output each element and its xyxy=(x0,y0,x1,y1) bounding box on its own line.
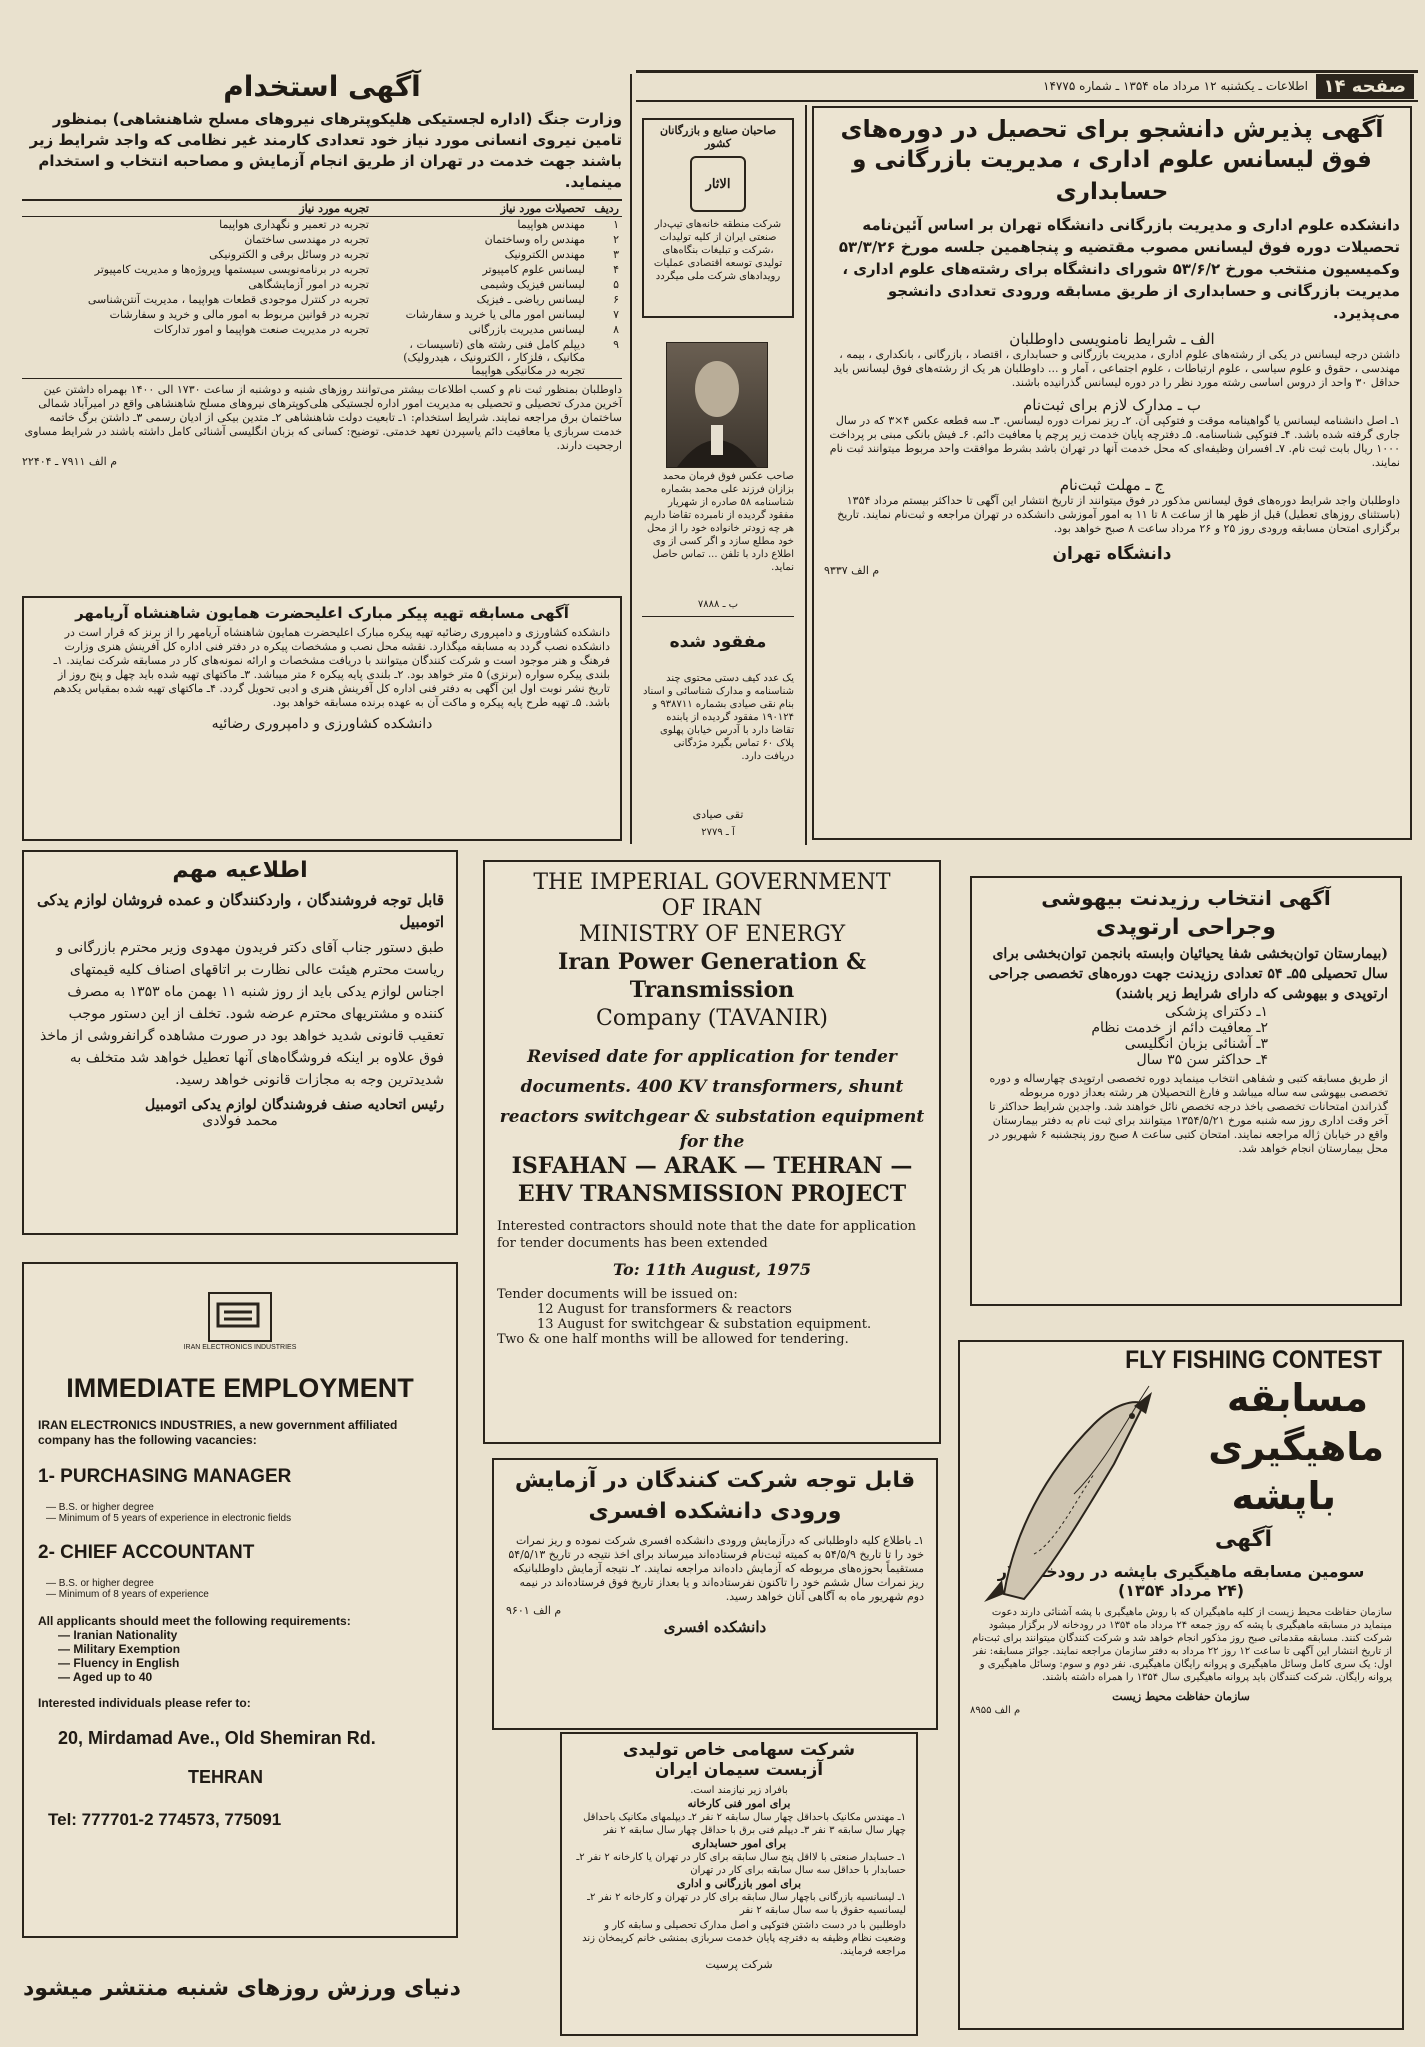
tavanir-project2: EHV TRANSMISSION PROJECT xyxy=(517,1181,907,1207)
tavanir-line5: Transmission xyxy=(629,977,795,1003)
page-number: صفحه ۱۴ xyxy=(1316,74,1415,99)
table-row: ۴ لیسانس علوم کامپیوتر تجربه در برنامه‌نویسی سیستمها وپروژه‌ها و مدیریت کامپیوتر xyxy=(94,263,619,276)
missing-person-ref: ب ـ ۷۸۸۸ xyxy=(697,599,739,610)
telephone-line: Tel: 777701-2 774573, 775091 xyxy=(48,1810,282,1829)
asbestos-signature: شرکت پرسیت xyxy=(705,1958,773,1971)
stamp-logo: الاثار xyxy=(690,156,746,212)
tavanir-issue2: 13 August for switchgear & substation equipment. xyxy=(537,1317,872,1332)
anesthesia-title2: وجراحی ارتوپدی xyxy=(1096,915,1276,940)
table-row: ۶ لیسانس ریاضی ـ فیزیک تجربه در کنترل موجودی قطعات هواپیما ، مدیریت آنتن‌شناسی xyxy=(87,293,619,306)
fishing-illustration xyxy=(974,1384,1154,1604)
officer-exam-signature: دانشکده افسری xyxy=(663,1618,767,1636)
notice-body: طبق دستور جناب آقای دکتر فریدون مهدوی وزیر محترم بازرگانی و ریاست محترم هیئت عالی نظارت بر اتاقهای اصناف کلیه قیمتهای اجناس لوازم یدکی باید از روز شنبه ۱۱ بهمن ماه ۱۳۵۳ به مصرف کننده و مشتریهای محترم عرضه شود. تخلف از این دستور موجب تعقیب قانونی شدید خواهد بود در صورت مشاهده گرانفروشی از ماخذ فوق علاوه بر اینکه فروشگاه‌های آنها تعطیل خواهد شد متخلف به شدیدترین وجه به مجازات قانونی خواهد رسید. xyxy=(40,940,444,1088)
requirement-2: — Military Exemption xyxy=(58,1642,181,1656)
asbestos-title1: شرکت سهامی خاص تولیدی xyxy=(622,1740,856,1760)
tavanir-date: To: 11th August, 1975 xyxy=(612,1260,811,1279)
fishing-fa-title2: ماهیگیری xyxy=(1208,1425,1384,1469)
tavanir-note: Interested contractors should note that the date for application for tender documents has been extended xyxy=(497,1219,917,1251)
tavanir-line1: THE IMPERIAL GOVERNMENT xyxy=(533,870,891,895)
statue-contest-ad xyxy=(22,596,622,841)
col-header-experience: تجربه مورد نیاز xyxy=(299,202,369,215)
employment-ad-title: آگهی استخدام xyxy=(223,70,421,103)
company-logo-caption: IRAN ELECTRONICS INDUSTRIES xyxy=(183,1344,297,1351)
job-2-title: 2- CHIEF ACCOUNTANT xyxy=(38,1542,255,1563)
requirement-1: — Iranian Nationality xyxy=(58,1628,178,1642)
employment-title: IMMEDIATE EMPLOYMENT xyxy=(66,1373,414,1403)
employment-ref: م الف ۷۹۱۱ ـ ۲۲۴۰۴ xyxy=(22,455,118,468)
tavanir-line2: OF IRAN xyxy=(661,896,763,921)
asbestos-sec1-items: ۱ـ مهندس مکانیک باحداقل چهار سال سابقه ۲ نفر ۲ـ دیپلمهای مکانیک باحداقل چهار سال سابقه ۳ نفر ۳ـ دیپلم فنی برق با حداقل چهار سال سابقه ۲ نفر xyxy=(583,1812,906,1836)
fishing-body: سازمان حفاظت محیط زیست از کلیه ماهیگیران که با روش ماهیگیری با پشه آشنائی دارند دعوت مینماید در مسابقه ماهیگیری با پشه که روز جمعه ۲۴ مرداد ماه ۱۳۵۴ در رودخانه لار برگزار میشود شرکت کنند. مسابقه مقدماتی صبح روز مذکور انجام خواهد شد و شرکت کنندگان میتوانند برای ثبت‌نام از تاریخ انتشار این آگهی تا ساعت ۱۲ روز ۲۲ مرداد به دفتر سازمان مراجعه نمایند. جوائز مسابقه: نفر اول: یک سری کامل وسائل ماهیگیری و پروانه رایگان ماهیگیری. نفر دوم و سوم: وسائل ماهیگیری و پروانه رایگان. شرکت کنندگان باید پروانه ماهیگیری سال ۱۳۵۴ را همراه داشته باشند. xyxy=(972,1607,1392,1683)
job-1-title: 1- PURCHASING MANAGER xyxy=(38,1466,292,1487)
tavanir-issue1: 12 August for transformers & reactors xyxy=(537,1302,792,1317)
missing-person-caption: صاحب عکس فوق فرمان محمد بزازان فرزند علی محمد بشماره شناسنامه ۵۸ صادره از شهریار مفقود گردیده از نامبرده تقاضا داریم هر چه زودتر خانواده خود را از محل خود مطلع سازد و اگر کسی از وی اطلاع دارد با تلفن ... تماس حاصل نماید. xyxy=(644,471,794,573)
officer-exam-body: ۱ـ باطلاع کلیه داوطلبانی که درآزمایش ورودی دانشکده افسری شرکت نموده و ریز نمرات خود را تا تاریخ ۵۴/۵/۹ به کمیته ثبت‌نام فرستاده‌اند میرساند برای اخذ نتیجه در تاریخ ۵۴/۵/۱۳ مستقیماً بحوزه‌های مربوطه که آزمایش داده‌اند مراجعه نمایند. ۲ـ نتیجه آزمایش داوطلبانیکه ریز نمرات سال ششم خود را تاکنون نفرستاده‌اند و یا بعداز تاریخ فوق فرستاده‌اند در نیمه دوم شهریور ماه به آگاهی آنان خواهد رسید. xyxy=(508,1534,924,1603)
officer-exam-title1: قابل توجه شرکت کنندگان در آزمایش xyxy=(514,1468,916,1493)
anesthesia-resident-ad xyxy=(970,876,1402,1306)
asbestos-sec2: برای امور حسابداری xyxy=(691,1837,787,1850)
lost-name: تقی صیادی xyxy=(692,808,744,821)
asbestos-sec2-items: ۱ـ حسابدار صنعتی با لااقل پنج سال سابقه برای کار در تهران یا کارخانه ۲ نفر ۲ـ حسابدار با حداقل سه سال سابقه برای کار در تهران xyxy=(576,1852,906,1876)
asbestos-sec1: برای امور فنی کارخانه xyxy=(687,1797,791,1810)
notice-subtitle: قابل توجه فروشندگان ، واردکنندگان و عمده فروشان لوازم یدکی اتومبیل xyxy=(36,891,444,931)
refer-text: Interested individuals please refer to: xyxy=(38,1696,251,1710)
divider xyxy=(642,616,794,617)
fishing-fa-title3: باپشه xyxy=(1231,1474,1336,1518)
tavanir-issued: Tender documents will be issued on: xyxy=(497,1287,738,1302)
fishing-subtitle: سومین مسابقه ماهیگیری باپشه در رودخانه لار xyxy=(997,1562,1365,1581)
job-1-req-2: — Minimum of 5 years of experience in electronic fields xyxy=(46,1513,292,1524)
statue-contest-body: دانشکده کشاورزی و دامپروری رضائیه تهیه پیکره مبارک اعلیحضرت همایون شاهنشاه آریامهر را از برنز که قرار است در دانشکده نصب گردد به مسابقه میگذارد. نقشه محل نصب و مشخصات پیکره در دفتر فنی اداره کل آفرینش هنری وزارت فرهنگ و هنر موجود است و شرکت کنندگان میتوانند با دریافت مشخصات و ارائه نمونه‌های کار در مسابقه شرکت نمایند. ۱ـ بلندی پیکره سواره (برنزی) ۵ متر خواهد بود. ۲ـ بلندی پایه پیکره ۶ متر میباشد. ۳ـ ماکتهای تهیه شده باید چهل و پنج روز از تاریخ نشر نوبت اول این آگهی به دفتر فنی اداره کل آفرینش هنری و ادبی تحویل گردد. ۴ـ ماکتهای تهیه شده بمقیاس یکدهم باشد. ۵ـ تهیه طرح پایه پیکره و ماکت آن به عهده برنده مسابقه خواهد بود. xyxy=(53,626,610,709)
leaping-fish-icon xyxy=(974,1384,1154,1604)
fly-fishing-contest-ad xyxy=(958,1340,1404,2030)
anesthesia-req-1: ۱ـ دکترای پزشکی xyxy=(1165,1004,1268,1020)
fishing-fa-title1: مسابقه xyxy=(1226,1376,1368,1420)
university-signature: دانشگاه تهران xyxy=(1052,544,1172,564)
table-row: ۷ لیسانس امور مالی یا خرید و سفارشات تجربه در قوانین مربوط به امور مالی و خرید و سفارشات xyxy=(109,308,619,321)
employment-ad xyxy=(22,68,622,588)
important-notice-ad xyxy=(22,850,458,1235)
stamp-title: صاحبان صنایع و بازرگانان کشور xyxy=(659,124,777,150)
asbestos-closing: داوطلبین با در دست داشتن فتوکپی و اصل مدارک تحصیلی و سابقه کار و وضعیت نظام وظیفه به دفترچه پایان خدمت سربازی بمنشی خانم کریمخان زند مراجعه فرمایند. xyxy=(582,1920,906,1957)
stamp-box xyxy=(642,118,794,318)
fishing-signature: سازمان حفاظت محیط زیست xyxy=(1112,1690,1250,1703)
anesthesia-req-3: ۳ـ آشنائی بزبان انگلیسی xyxy=(1124,1036,1268,1052)
requirement-4: — Aged up to 40 xyxy=(58,1670,153,1684)
university-ad-subtitle: فوق لیسانس علوم اداری ، مدیریت بازرگانی و حسابداری xyxy=(852,147,1372,205)
anesthesia-intro: (بیمارستان توان‌بخشی شفا یحیائیان وابسته بانجمن توان‌بخشی برای سال تحصیلی ۵۵ـ ۵۴ تعدادی رزیدنت جهت دوره‌های تخصصی جراحی ارتوپدی و بیهوشی که دارای شرایط زیر باشند) xyxy=(988,946,1388,1002)
table-row: ۸ لیسانس مدیریت بازرگانی تجربه در مدیریت صنعت هواپیما و امور تدارکات xyxy=(153,323,619,336)
company-logo xyxy=(208,1292,272,1342)
section-b-text: ۱ـ اصل دانشنامه لیسانس یا گواهینامه موقت و فتوکپی آن. ۲ـ ریز نمرات دوره لیسانس. ۳ـ سه قطعه عکس ۴×۳ که در سال جاری گرفته شده باشد. ۴ـ فتوکپی شناسنامه. ۵ـ دفترچه پایان خدمت زیر پرچم یا معافیت دائم. ۶ـ فیش بانکی مبنی بر پرداخت ۱۰۰۰ ریال بابت ثبت نام. ۷ـ افسران وظیفه‌ای که محل خدمت آنها در تهران باشد بشرط موافقت واحد مربوط میتوانند ثبت نام نمایند. xyxy=(829,414,1400,469)
fishing-ref: م الف ۸۹۵۵ xyxy=(970,1705,1021,1716)
iei-logo-icon xyxy=(210,1294,266,1336)
stamp-text: شرکت منطقه خانه‌های تیپ‌دار صنعتی ایران از کلیه تولیدات ،شرکت و تبلیغات بنگاه‌های تولیدی توسعه اقتصادی عملیات رویدادهای شرکت ملی میگردد xyxy=(653,219,783,282)
table-row: ۳ مهندس الکترونیک تجربه در وسائل برقی و الکترونیکی xyxy=(209,248,619,261)
statue-contest-title: آگهی مسابقه تهیه پیکر مبارک اعلیحضرت همایون شاهنشاه آریامهر xyxy=(75,604,569,622)
university-ad xyxy=(812,106,1412,840)
section-c-text: داوطلبان واجد شرایط دوره‌های فوق لیسانس مذکور در فوق میتوانند از تاریخ انتشار این آگهی تا حداکثر بیستم مرداد ۱۳۵۴ (باستثنای روزهای تعطیل) قبل از ظهر ها از ساعت ۸ تا ۱۱ به امور آموزشی دانشکده در تهران مراجعه و ثبت‌نام نمایند. تاریخ برگزاری امتحان مسابقه ورودی روز ۲۵ و ۲۶ مرداد ساعت ۸ صبح خواهد بود. xyxy=(837,494,1400,535)
missing-person-photo xyxy=(666,342,768,468)
requirements-intro: All applicants should meet the following requirements: xyxy=(38,1614,351,1628)
notice-signature: رئیس اتحادیه صنف فروشندگان لوازم یدکی اتومبیل xyxy=(145,1097,444,1113)
university-ad-body: دانشکده علوم اداری و مدیریت بازرگانی دانشگاه تهران بر اساس آئین‌نامه تحصیلات دوره فوق لیسانس مصوب مقتضیه و پنجاهمین جلسه مورخ ۵۳/۳/۲۶ وکمیسیون منتخب مورخ ۵۳/۶/۲ شورای دانشگاه برای رشته‌های علوم اداری ، مدیریت بازرگانی و حسابداری از طریق مسابقه ورودی تعدادی دانشجو می‌پذیرد. xyxy=(838,216,1400,322)
anesthesia-body: از طریق مسابقه کتبی و شفاهی انتخاب مینماید دوره تخصصی ارتوپدی چهارساله و دوره تخصصی بیهوشی سه ساله میباشد و فارغ التحصیلان هر رشته بعداز دوره مربوطه گذراندن امتحانات تخصصی باخذ درجه تخصص نائل خواهند شد. واجدین شرایط حداکثر تا آخر وقت اداری روز سه شنبه مورخ ۱۳۵۴/۵/۲۱ میتوانند برای ثبت نام به دفتر بیمارستان واقع در خیابان ژاله مراجعه نمایند. امتحان کتبی ساعت ۸ صبح روز پنجشنبه ۶ شهریور در محل بیمارستان انجام خواهد شد. xyxy=(989,1072,1388,1155)
notice-title: اطلاعیه مهم xyxy=(172,858,308,883)
masthead-rule xyxy=(636,70,1418,73)
job-1-req-1: — B.S. or higher degree xyxy=(46,1502,154,1513)
lost-text: یک عدد کیف دستی محتوی چند شناسنامه و مدارک شناسائی و اسناد بنام نقی صیادی بشماره ۹۳۸۷۱۱ و ۱۹۰۱۲۴ مفقود گردیده از یابنده تقاضا دارد با آدرس خیابان پهلوی پلاک ۶۰ تماس بگیرد مژدگانی دریافت دارد. xyxy=(643,673,794,762)
tavanir-project1: ISFAHAN — ARAK — TEHRAN — xyxy=(511,1153,913,1179)
masthead xyxy=(636,74,1418,100)
tavanir-line3: MINISTRY OF ENERGY xyxy=(578,922,846,947)
job-2-req-2: — Minimum of 8 years of experience xyxy=(46,1589,209,1600)
col-header-index: ردیف xyxy=(594,202,619,215)
lost-ref: آ ـ ۲۷۷۹ xyxy=(701,827,735,838)
officer-school-exam-ad xyxy=(492,1458,938,1730)
lost-title: مفقود شده xyxy=(669,632,767,652)
table-row: ۹ دیپلم کامل فنی رشته های (تاسیسات ، مکانیک ، فلزکار ، الکترونیک ، هیدرولیک) تجربه در مکانیکی هواپیما xyxy=(403,338,619,377)
anesthesia-req-2: ۲ـ معافیت دائم از خدمت نظام xyxy=(1091,1020,1268,1036)
employment-table xyxy=(22,199,622,379)
officer-exam-title2: ورودی دانشکده افسری xyxy=(588,1499,842,1524)
table-row: ۱ مهندس هواپیما تجربه در تعمیر و نگهداری هواپیما xyxy=(219,218,619,231)
tavanir-issue3: Two & one half months will be allowed for tendering. xyxy=(497,1332,849,1347)
asbestos-intro: بافراد زیر نیازمند است. xyxy=(690,1785,788,1796)
job-2-req-1: — B.S. or higher degree xyxy=(46,1578,154,1589)
tavanir-line6: Company (TAVANIR) xyxy=(596,1006,828,1031)
tavanir-line4: Iran Power Generation & xyxy=(558,949,866,975)
section-a-text: داشتن درجه لیسانس در یکی از رشته‌های علوم اداری ، مدیریت بازرگانی و حسابداری ، اقتصاد ، بازرگانی ، بانکداری ، بیمه ، مهندسی ، حقوق و علوم سیاسی ، علوم ارتباطات ، علوم اجتماعی ، آمار و ... داوطلبان هر یک از رشته‌های فوق لیسانس باید حداقل ۳۰ واحد از دروس اساسی رشته مورد نظر را در دوره لیسانس گذرانیده باشند. xyxy=(833,348,1400,389)
section-a-heading: الف ـ شرایط نامنویسی داوطلبان xyxy=(1009,330,1215,348)
anesthesia-req-4: ۴ـ حداکثر سن ۳۵ سال xyxy=(1136,1052,1268,1068)
fishing-notice: آگهی xyxy=(1214,1527,1272,1552)
anesthesia-title: آگهی انتخاب رزیدنت بیهوشی xyxy=(1041,886,1331,910)
paper-dateline: اطلاعات ـ یکشنبه ۱۲ مرداد ماه ۱۳۵۴ ـ شماره ۱۴۷۷۵ xyxy=(1043,79,1308,93)
university-ad-title: آگهی پذیرش دانشجو برای تحصیل در دوره‌های xyxy=(840,115,1384,143)
tavanir-revised: Revised date for application for tender documents. 400 KV transformers, shunt reactors switchgear & substation equipment xyxy=(499,1047,925,1127)
employment-notes: داوطلبان بمنظور ثبت نام و کسب اطلاعات بیشتر می‌توانند روزهای شنبه و دوشنبه از ساعت ۱۷۳۰ الی ۱۴۰۰ بهمراه داشتن عین آخرین مدرک تحصیلی و تحصیلی به مدیریت امور اداره لجستیکی هلی‌کوپترهای نیروهای مسلح شاهنشاهی واقع در امیرآباد شمالی ساختمان برق مراجعه نمایند. شرایط استخدام: ۱ـ تابعیت دولت شاهنشاهی ۲ـ متدین بیکی از ادیان رسمی ۳ـ داشتن برگ خاتمه خدمت سربازی یا معافیت دائم یاسپردن تعهد خدمتی. توضیح: کسانی که بزبان انگلیسی آشنائی کامل داشته باشند در شرایط مساوی ارجحیت دارند. xyxy=(24,383,622,452)
immediate-employment-ad xyxy=(22,1262,458,1938)
column-divider xyxy=(805,105,807,845)
table-row: ۵ لیسانس فیزیک وشیمی تجربه در امور آزمایشگاهی xyxy=(248,278,619,291)
section-c-heading: ج ـ مهلت ثبت‌نام xyxy=(1059,476,1165,494)
asbestos-sec3-items: ۱ـ لیسانسیه بازرگانی باچهار سال سابقه برای کار در تهران و کارخانه ۲ نفر ۲ـ لیسانسیه حقوق با سه سال سابقه ۲ نفر xyxy=(587,1892,906,1916)
table-row: ۲ مهندس راه وساختمان تجربه در مهندسی ساختمان xyxy=(244,233,619,246)
col-header-education: تحصیلات مورد نیاز xyxy=(500,202,585,215)
requirement-3: — Fluency in English xyxy=(58,1656,180,1670)
portrait-icon xyxy=(667,343,767,467)
asbestos-sec3: برای امور بازرگانی و اداری xyxy=(676,1877,802,1890)
city-line: TEHRAN xyxy=(188,1767,263,1787)
statue-contest-signature: دانشکده کشاورزی و دامپروری رضائیه xyxy=(211,716,433,732)
asbestos-cement-ad xyxy=(560,1732,918,2036)
asbestos-title2: آزبست سیمان ایران xyxy=(654,1760,824,1780)
fishing-en-title: FLY FISHING CONTEST xyxy=(1125,1344,1382,1374)
sports-footer: دنیای ورزش روزهای شنبه منتشر میشود xyxy=(23,1976,461,2001)
officer-exam-ref: م الف ۹۶۰۱ xyxy=(506,1604,562,1617)
tavanir-for: for the xyxy=(679,1132,745,1152)
fishing-date: (۲۴ مرداد ۱۳۵۴) xyxy=(1117,1581,1245,1600)
address-line: 20, Mirdamad Ave., Old Shemiran Rd. xyxy=(58,1728,376,1748)
notice-name: محمد فولادی xyxy=(202,1113,278,1129)
employment-intro: IRAN ELECTRONICS INDUSTRIES, a new government affiliated company has the following vacancies: xyxy=(38,1418,398,1447)
university-ref: م الف ۹۳۳۷ xyxy=(824,564,880,577)
tavanir-ad xyxy=(483,860,941,1444)
section-b-heading: ب ـ مدارک لازم برای ثبت‌نام xyxy=(1022,396,1201,414)
employment-ad-intro: وزارت جنگ (اداره لجستیکی هلیکوپترهای نیروهای مسلح شاهنشاهی) بمنظور تامین نیروی انسانی مورد نیاز خود تعدادی کارمند غیر نظامی که واجد شرایط زیر باشند جهت خدمت در تهران از طریق انجام آزمایش و مصاحبه انتخاب و استخدام مینماید. xyxy=(29,110,622,191)
column-divider xyxy=(630,74,632,844)
masthead-rule-lower xyxy=(636,100,1418,102)
